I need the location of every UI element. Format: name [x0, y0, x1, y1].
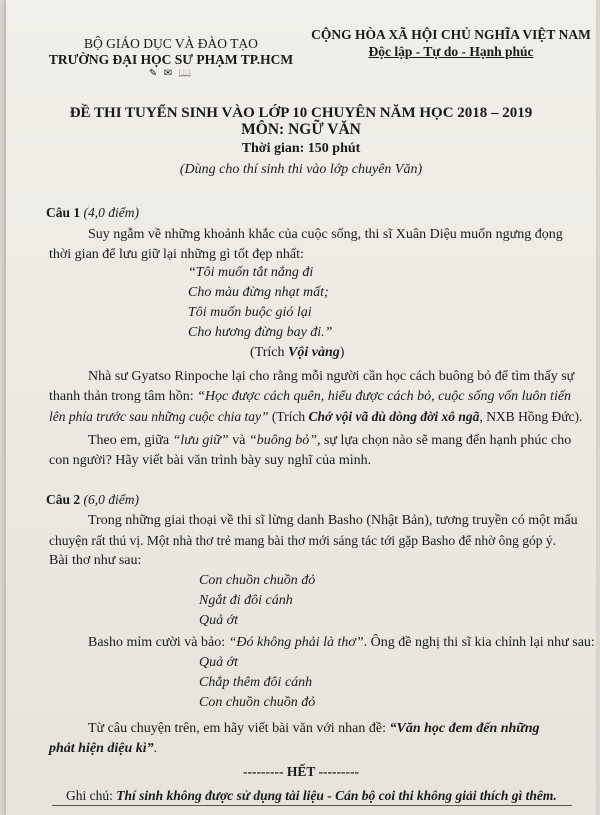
q2-p3-line1: Từ câu chuyện trên, em hãy viết bài văn với nhan đề: “Văn học đem đến những: [88, 721, 540, 736]
exam-subject: MÔN: NGỮ VĂN: [241, 121, 361, 138]
q1-citation: (Trích Vội vàng): [250, 345, 345, 360]
q2-label: Câu 2: [46, 492, 81, 507]
q1-p3-line2: con người? Hãy viết bài văn trình bày suy nghĩ của mình.: [49, 453, 372, 468]
q1-p1-line2: thời gian để lưu giữ lại những gì tốt đẹp nhất:: [49, 247, 304, 262]
q1-citation-title: Vội vàng: [288, 345, 340, 360]
footer-note-label: Ghi chú:: [66, 788, 117, 803]
q2-p1-line1: Trong những giai thoại về thi sĩ lừng danh Basho (Nhật Bản), tương truyền có một mẩu: [88, 513, 578, 528]
footer-note: [66, 788, 557, 804]
q2-poem2-line: Quả ớt: [199, 655, 238, 670]
q2-poem2-line: Chắp thêm đôi cánh: [199, 675, 313, 690]
country-name: CỘNG HÒA XÃ HỘI CHỦ NGHĨA VIỆT NAM: [311, 27, 591, 42]
q1-book-title: Chớ vội vã dù dòng đời xô ngã: [308, 409, 480, 424]
q1-p2-line3: lên phía trước sau những cuộc chia tay” (Trích Chớ vội vã dù dòng đời xô ngã, NXB Hồng Đức).: [49, 409, 583, 424]
q1-label: Câu 1: [46, 205, 81, 220]
q1-heading: [46, 205, 139, 221]
header-left: [46, 36, 296, 80]
q2-p3-line2: phát hiện diệu kì”.: [49, 741, 158, 756]
q2-poem2-line: Con chuồn chuồn đỏ: [199, 695, 316, 710]
ministry-name: BỘ GIÁO DỤC VÀ ĐÀO TẠO: [84, 36, 258, 51]
footer-note-text: Thí sinh không được sử dụng tài liệu - Cán bộ coi thi không giải thích gì thêm.: [116, 788, 557, 803]
q2-poem1-line: Quả ớt: [199, 613, 238, 628]
q2-heading: [46, 492, 139, 508]
header-right: [306, 26, 596, 60]
end-marker: --------- HẾT ---------: [243, 764, 359, 779]
q2-poem1-line: Ngắt đi đôi cánh: [199, 593, 293, 608]
q1-poem-line: Cho màu đừng nhạt mất;: [188, 285, 329, 300]
bottom-rule: [52, 805, 572, 806]
q2-points: (6,0 điểm): [83, 492, 139, 507]
q2-poem1-line: Con chuồn chuồn đỏ: [199, 573, 316, 588]
q2-p2: Basho mỉm cười và bảo: “Đó không phải là thơ”. Ông đề nghị thi sĩ kia chỉnh lại như sau:: [88, 635, 595, 650]
q1-poem-line: Cho hương đừng bay đi.”: [188, 325, 333, 340]
q1-poem-line: Tôi muốn buộc gió lại: [188, 305, 312, 320]
national-motto: Độc lập - Tự do - Hạnh phúc: [368, 44, 534, 59]
university-name: TRƯỜNG ĐẠI HỌC SƯ PHẠM TP.HCM: [48, 52, 294, 67]
q1-points: (4,0 điểm): [83, 205, 139, 220]
emblem-mark: ✎ ✉ 📖: [148, 68, 194, 79]
exam-time: Thời gian: 150 phút: [241, 141, 361, 156]
q1-p3-line1: Theo em, giữa “lưu giữ” và “buông bỏ”, sự lựa chọn nào sẽ mang đến hạnh phúc cho: [88, 433, 572, 448]
exam-note: (Dùng cho thí sinh thi vào lớp chuyên Văn): [179, 162, 423, 177]
exam-title: ĐỀ THI TUYỂN SINH VÀO LỚP 10 CHUYÊN NĂM HỌC 2018 – 2019: [69, 105, 533, 121]
q2-p1-line2: chuyện rất thú vị. Một nhà thơ trẻ mang bài thơ mới sáng tác tới gặp Basho để nhờ ông góp ý.: [49, 533, 556, 548]
q1-p2-line1: Nhà sư Gyatso Rinpoche lại cho rằng mỗi người cần học cách buông bỏ để tìm thấy sự: [88, 369, 575, 384]
q1-poem-line: “Tôi muốn tắt nắng đi: [188, 265, 314, 280]
q1-p2-line2: thanh thản trong tâm hồn: “Học được cách quên, hiểu được cách bỏ, cuộc sống vốn luôn tiến: [49, 389, 572, 404]
q1-p1-line1: Suy ngẫm về những khoảnh khắc của cuộc sống, thi sĩ Xuân Diệu muốn ngưng đọng: [88, 227, 563, 242]
exam-paper: [6, 0, 596, 815]
q2-p1-line3: Bài thơ như sau:: [49, 553, 142, 568]
